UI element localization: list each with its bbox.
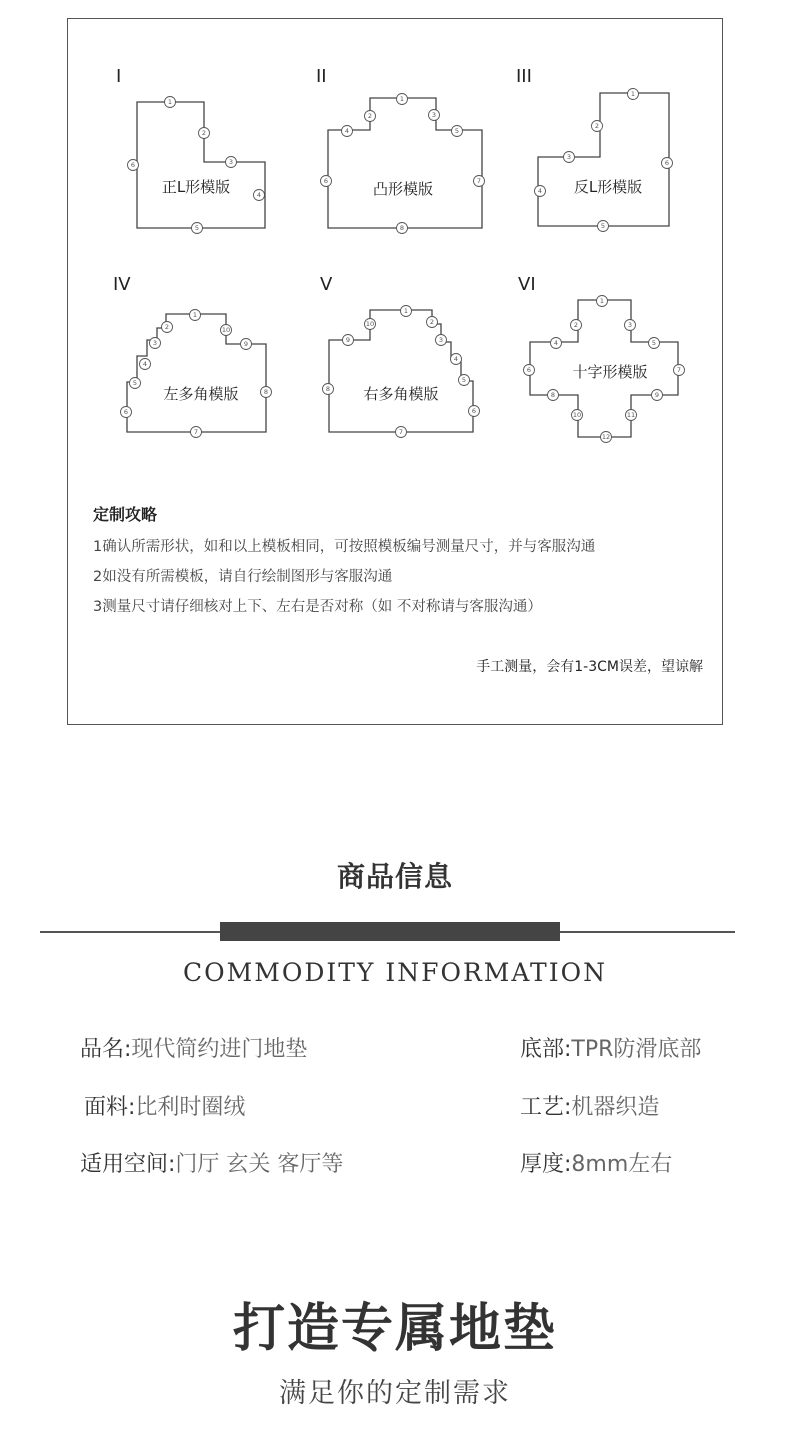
marker-4 bbox=[451, 354, 462, 365]
svg-text:3: 3 bbox=[228, 158, 234, 166]
info-bottom bbox=[520, 1032, 701, 1063]
svg-text:9: 9 bbox=[243, 340, 249, 348]
svg-text:1: 1 bbox=[599, 297, 605, 305]
marker-1 bbox=[397, 94, 408, 105]
template-right-multi-corner bbox=[320, 274, 480, 438]
marker-8 bbox=[323, 384, 334, 395]
divider-bar bbox=[220, 922, 560, 941]
svg-text:2: 2 bbox=[201, 129, 207, 137]
template-outline bbox=[328, 98, 482, 228]
marker-10 bbox=[221, 325, 232, 336]
svg-text:7: 7 bbox=[398, 428, 404, 436]
svg-text:8: 8 bbox=[263, 388, 269, 396]
marker-1 bbox=[165, 97, 176, 108]
marker-7 bbox=[474, 176, 485, 187]
marker-7 bbox=[191, 427, 202, 438]
svg-text:5: 5 bbox=[194, 224, 200, 232]
template-name: 凸形模版 bbox=[372, 180, 434, 198]
marker-3 bbox=[429, 110, 440, 121]
marker-1 bbox=[190, 310, 201, 321]
template-numeral: V bbox=[320, 274, 333, 295]
marker-10 bbox=[572, 410, 583, 421]
measurement-note: 手工测量，会有1-3CM误差，望谅解 bbox=[476, 659, 703, 675]
svg-text:4: 4 bbox=[453, 355, 459, 363]
svg-text:6: 6 bbox=[130, 161, 136, 169]
marker-2 bbox=[199, 128, 210, 139]
svg-text:5: 5 bbox=[461, 376, 467, 384]
svg-text:9: 9 bbox=[654, 391, 660, 399]
marker-4 bbox=[140, 359, 151, 370]
marker-8 bbox=[397, 223, 408, 234]
marker-11 bbox=[626, 410, 637, 421]
svg-text:3: 3 bbox=[438, 336, 444, 344]
svg-text:3: 3 bbox=[431, 111, 437, 119]
marker-3 bbox=[150, 338, 161, 349]
svg-text:6: 6 bbox=[471, 407, 477, 415]
marker-9 bbox=[241, 339, 252, 350]
svg-text:7: 7 bbox=[676, 366, 682, 374]
template-numeral: IV bbox=[113, 274, 131, 295]
svg-text:5: 5 bbox=[132, 379, 138, 387]
marker-2 bbox=[571, 320, 582, 331]
marker-6 bbox=[121, 407, 132, 418]
info-value: 比利时圈绒 bbox=[135, 1095, 246, 1120]
svg-text:3: 3 bbox=[566, 153, 572, 161]
svg-text:10: 10 bbox=[365, 320, 375, 328]
marker-6 bbox=[321, 176, 332, 187]
guide-line-3: 3测量尺寸请仔细核对上下、左右是否对称（如 不对称请与客服沟通） bbox=[93, 599, 542, 615]
marker-3 bbox=[625, 320, 636, 331]
marker-7 bbox=[396, 427, 407, 438]
template-cross-shape bbox=[518, 274, 685, 443]
svg-text:4: 4 bbox=[537, 187, 543, 195]
info-label: 工艺: bbox=[520, 1095, 572, 1120]
svg-text:5: 5 bbox=[454, 127, 460, 135]
template-name: 反L形模版 bbox=[573, 178, 643, 196]
marker-9 bbox=[343, 335, 354, 346]
info-craft bbox=[520, 1090, 659, 1121]
svg-text:6: 6 bbox=[323, 177, 329, 185]
marker-6 bbox=[662, 158, 673, 169]
svg-text:10: 10 bbox=[572, 411, 582, 419]
marker-10 bbox=[365, 319, 376, 330]
template-name: 右多角模版 bbox=[363, 385, 439, 403]
template-reverse-l-shape bbox=[516, 66, 673, 232]
template-l-shape bbox=[116, 66, 265, 234]
info-thickness bbox=[520, 1147, 672, 1178]
guide-title: 定制攻略 bbox=[93, 505, 158, 524]
marker-6 bbox=[469, 406, 480, 417]
template-outline bbox=[329, 310, 473, 432]
marker-2 bbox=[592, 121, 603, 132]
svg-text:2: 2 bbox=[164, 323, 170, 331]
svg-text:7: 7 bbox=[193, 428, 199, 436]
template-name: 十字形模版 bbox=[572, 363, 648, 381]
template-numeral: III bbox=[516, 66, 532, 87]
info-product-name bbox=[80, 1032, 307, 1063]
svg-text:4: 4 bbox=[142, 360, 148, 368]
svg-text:1: 1 bbox=[403, 307, 409, 315]
svg-text:8: 8 bbox=[325, 385, 331, 393]
svg-text:4: 4 bbox=[344, 127, 350, 135]
svg-text:8: 8 bbox=[550, 391, 556, 399]
marker-1 bbox=[401, 306, 412, 317]
svg-text:1: 1 bbox=[192, 311, 198, 319]
info-label: 品名: bbox=[80, 1037, 132, 1062]
svg-text:7: 7 bbox=[476, 177, 482, 185]
info-value: 机器织造 bbox=[571, 1095, 660, 1120]
marker-9 bbox=[652, 390, 663, 401]
marker-2 bbox=[365, 111, 376, 122]
section-title: 商品信息 bbox=[336, 860, 453, 893]
marker-6 bbox=[128, 160, 139, 171]
svg-text:2: 2 bbox=[594, 122, 600, 130]
marker-3 bbox=[564, 152, 575, 163]
marker-2 bbox=[427, 317, 438, 328]
marker-12 bbox=[601, 432, 612, 443]
template-numeral: VI bbox=[518, 274, 536, 295]
marker-4 bbox=[551, 338, 562, 349]
template-outline bbox=[538, 93, 669, 226]
svg-text:2: 2 bbox=[429, 318, 435, 326]
info-value: 8mm左右 bbox=[571, 1152, 673, 1177]
info-value: 门厅 玄关 客厅等 bbox=[175, 1152, 344, 1177]
marker-4 bbox=[535, 186, 546, 197]
template-name: 正L形模版 bbox=[161, 178, 231, 196]
svg-text:1: 1 bbox=[399, 95, 405, 103]
svg-text:6: 6 bbox=[123, 408, 129, 416]
marker-5 bbox=[130, 378, 141, 389]
info-label: 适用空间: bbox=[80, 1152, 176, 1177]
svg-text:4: 4 bbox=[553, 339, 559, 347]
template-outline bbox=[127, 314, 269, 432]
guide-line-1: 1确认所需形状，如和以上模板相同，可按照模板编号测量尺寸，并与客服沟通 bbox=[93, 539, 596, 555]
info-value: 现代简约进门地垫 bbox=[131, 1037, 308, 1062]
template-numeral: I bbox=[116, 66, 122, 87]
template-name: 左多角模版 bbox=[163, 385, 239, 403]
svg-text:6: 6 bbox=[526, 366, 532, 374]
info-value: TPR防滑底部 bbox=[571, 1037, 702, 1062]
info-label: 底部: bbox=[520, 1037, 572, 1062]
marker-5 bbox=[598, 221, 609, 232]
marker-5 bbox=[649, 338, 660, 349]
svg-text:3: 3 bbox=[152, 339, 158, 347]
marker-8 bbox=[548, 390, 559, 401]
section-subtitle: COMMODITY INFORMATION bbox=[183, 958, 607, 987]
svg-text:11: 11 bbox=[626, 411, 636, 419]
marker-1 bbox=[628, 89, 639, 100]
marker-5 bbox=[192, 223, 203, 234]
svg-text:2: 2 bbox=[367, 112, 373, 120]
svg-text:9: 9 bbox=[345, 336, 351, 344]
subheadline: 满足你的定制需求 bbox=[279, 1378, 511, 1409]
svg-text:1: 1 bbox=[630, 90, 636, 98]
info-fabric bbox=[84, 1090, 245, 1121]
marker-6 bbox=[524, 365, 535, 376]
svg-text:5: 5 bbox=[600, 222, 606, 230]
marker-4 bbox=[254, 190, 265, 201]
svg-text:8: 8 bbox=[399, 224, 405, 232]
svg-text:3: 3 bbox=[627, 321, 633, 329]
marker-4 bbox=[342, 126, 353, 137]
headline: 打造专属地垫 bbox=[232, 1299, 557, 1359]
guide-line-2: 2如没有所需模板，请自行绘制图形与客服沟通 bbox=[93, 569, 393, 585]
template-convex-shape bbox=[316, 66, 485, 234]
svg-text:10: 10 bbox=[221, 326, 231, 334]
marker-5 bbox=[459, 375, 470, 386]
template-left-multi-corner bbox=[113, 274, 272, 438]
template-numeral: II bbox=[316, 66, 327, 87]
marker-8 bbox=[261, 387, 272, 398]
svg-text:1: 1 bbox=[167, 98, 173, 106]
marker-3 bbox=[436, 335, 447, 346]
marker-5 bbox=[452, 126, 463, 137]
marker-2 bbox=[162, 322, 173, 333]
marker-1 bbox=[597, 296, 608, 307]
svg-text:6: 6 bbox=[664, 159, 670, 167]
marker-3 bbox=[226, 157, 237, 168]
marker-7 bbox=[674, 365, 685, 376]
info-space bbox=[80, 1147, 343, 1178]
info-label: 厚度: bbox=[520, 1152, 572, 1177]
svg-text:5: 5 bbox=[651, 339, 657, 347]
svg-text:2: 2 bbox=[573, 321, 579, 329]
info-label: 面料: bbox=[84, 1095, 136, 1120]
template-outline bbox=[137, 102, 265, 228]
svg-text:12: 12 bbox=[601, 433, 611, 441]
svg-text:4: 4 bbox=[256, 191, 262, 199]
